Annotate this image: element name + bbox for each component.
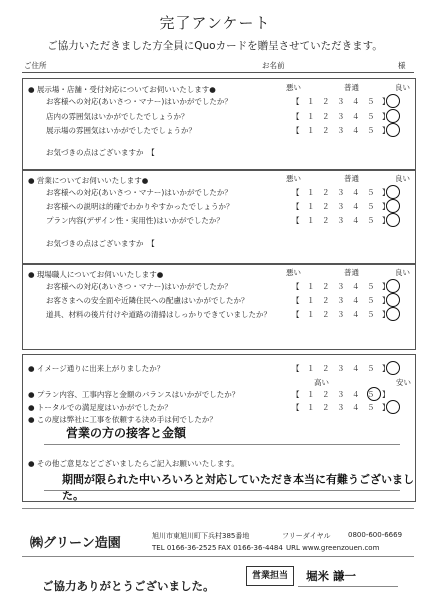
address-label: ご住所: [24, 61, 47, 70]
section-heading-3: ● 現場職人についてお伺いいたします●: [28, 270, 164, 279]
scale-good-3: 良い: [395, 268, 410, 277]
scale-cheap: 安い: [396, 378, 411, 387]
question-1-3: 展示場の雰囲気はいかがでしたでしょうか？: [46, 126, 196, 135]
rating-circle: [367, 387, 381, 401]
rating-row-3-3: 【 １ ２ ３ ４ ５ 】: [292, 310, 390, 319]
scale-high: 高い: [314, 378, 329, 387]
question-3-1: お客様への対応(あいさつ・マナー)はいかがでしたか？: [46, 282, 232, 291]
name-label: お名前: [262, 61, 285, 70]
scale-good-1: 良い: [395, 83, 410, 92]
footer-divider: [22, 508, 414, 509]
page-title: 完了アンケート: [159, 14, 271, 32]
section-heading-1: ● 展示場・店舗・受付対応についてお伺いいたします●: [28, 85, 216, 94]
freedial-number: 0800-600-6669: [348, 531, 403, 539]
answer-line: [44, 444, 400, 445]
scale-bad-1: 悪い: [286, 83, 301, 92]
final-question-1: ● イメージ通りに出来上がりましたか？: [28, 364, 165, 373]
rep-label: 営業担当: [246, 566, 294, 586]
rating-circle: [386, 109, 400, 123]
question-2-2: お客様への説明は的確でわかりやすかったでしょうか？: [46, 202, 234, 211]
comment-prompt-1: お気づきの点はございますか 【: [46, 148, 155, 157]
rating-circle: [386, 94, 400, 108]
question-1-1: お客様への対応(あいさつ・マナー)はいかがでしたか？: [46, 97, 232, 106]
final-question-2: ● プラン内容、工事内容と金額のバランスはいかがでしたか？: [28, 390, 240, 399]
scale-good-2: 良い: [395, 174, 410, 183]
answer-line: [44, 490, 400, 491]
rating-row-2-1: 【 １ ２ ３ ４ ５ 】: [292, 188, 390, 197]
scale-mid-2: 普通: [344, 174, 359, 183]
scale-mid-1: 普通: [344, 83, 359, 92]
company-name: ㈱グリーン造園: [30, 536, 121, 551]
rating-circle: [386, 213, 400, 227]
final-question-3: ● トータルでの満足度はいかがでしたか？: [28, 403, 172, 412]
rating-circle: [386, 400, 400, 414]
rep-name: 堀米 謙一: [306, 569, 357, 583]
footer-divider-2: [22, 556, 414, 557]
rating-row-final-2: 【 １ ２ ３ ４ ５ 】: [292, 390, 390, 399]
question-2-3: プラン内容(デザイン性・実用性)はいかがでしたか？: [46, 216, 224, 225]
question-3-2: お客さまへの安全面や近隣住民への配慮はいかがでしたか？: [46, 296, 249, 305]
scale-bad-2: 悪い: [286, 174, 301, 183]
rating-row-1-2: 【 １ ２ ３ ４ ５ 】: [292, 112, 390, 121]
freedial-label: フリーダイヤル: [282, 532, 331, 540]
rating-circle: [386, 199, 400, 213]
question-1-2: 店内の雰囲気はいかがでしたでしょうか？: [46, 112, 189, 121]
rating-circle: [386, 307, 400, 321]
company-tel: TEL 0166-36-2525: [152, 544, 217, 552]
header-underline: [22, 72, 414, 73]
rating-row-final-1: 【 １ ２ ３ ４ ５ 】: [292, 364, 390, 373]
rating-row-2-3: 【 １ ２ ３ ４ ５ 】: [292, 216, 390, 225]
rating-circle: [386, 185, 400, 199]
company-fax: FAX 0166-36-4484: [218, 544, 283, 552]
final-answer-5: 期間が限られた中いろいろと対応していただき本当に有難うございました。: [62, 473, 414, 502]
rating-circle: [386, 361, 400, 375]
rating-circle: [386, 293, 400, 307]
final-question-5: ● その他ご意見などございましたらご記入お願いいたします。: [28, 459, 239, 468]
section-heading-2: ● 営業についてお伺いいたします●: [28, 176, 149, 185]
question-2-1: お客様への対応(あいさつ・マナー)はいかがでしたか？: [46, 188, 232, 197]
scale-mid-3: 普通: [344, 268, 359, 277]
rep-underline: [298, 586, 398, 587]
honorific-label: 様: [398, 61, 406, 70]
rating-row-1-3: 【 １ ２ ３ ４ ５ 】: [292, 126, 390, 135]
rating-row-final-3: 【 １ ２ ３ ４ ５ 】: [292, 403, 390, 412]
thanks-message: ご協力ありがとうございました。: [42, 579, 215, 593]
company-address: 旭川市東旭川町下兵村385番地: [152, 532, 250, 540]
rating-row-1-1: 【 １ ２ ３ ４ ５ 】: [292, 97, 390, 106]
company-url: URL www.greenzouen.com: [286, 544, 380, 552]
page-subtitle: ご協力いただきました方全員にQuoカードを贈呈させていただきます。: [47, 40, 383, 52]
rating-row-3-1: 【 １ ２ ３ ４ ５ 】: [292, 282, 390, 291]
rating-circle: [386, 123, 400, 137]
final-question-4: ● この度は弊社に工事を依頼する決め手は何でしたか？: [28, 415, 217, 424]
comment-prompt-2: お気づきの点はございますか 【: [46, 239, 155, 248]
rating-circle: [386, 279, 400, 293]
question-3-3: 道具、材料の後片付けや道路の清掃はしっかりできていましたか？: [46, 310, 271, 319]
final-answer-4: 営業の方の接客と金額: [66, 426, 187, 440]
scale-bad-3: 悪い: [286, 268, 301, 277]
rating-row-2-2: 【 １ ２ ３ ４ ５ 】: [292, 202, 390, 211]
rating-row-3-2: 【 １ ２ ３ ４ ５ 】: [292, 296, 390, 305]
